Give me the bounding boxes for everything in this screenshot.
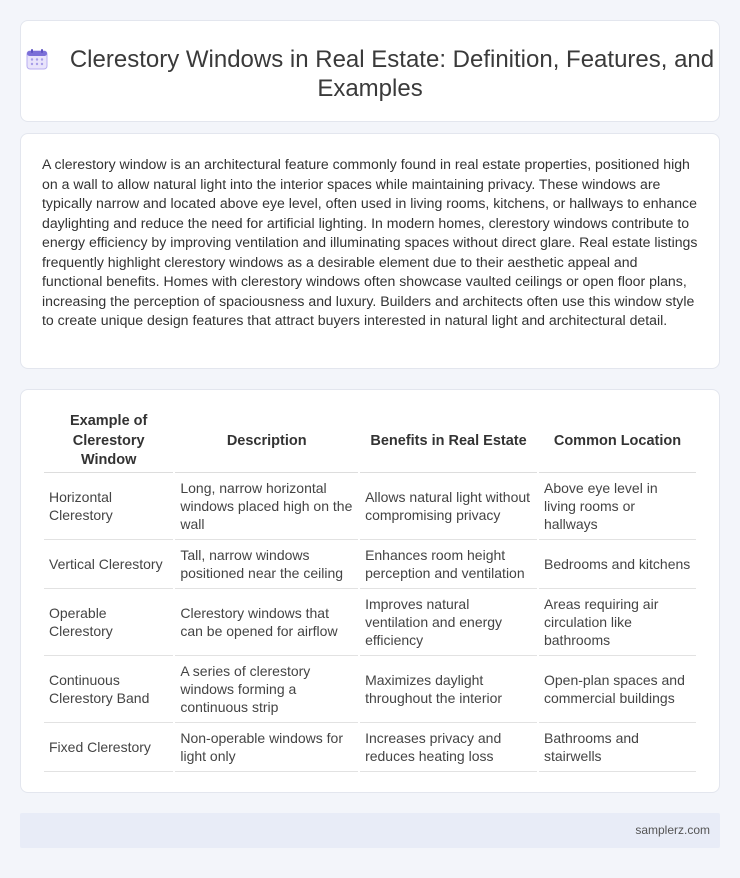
table-cell: Maximizes daylight throughout the interior (360, 656, 537, 723)
table-row (44, 723, 696, 772)
page-title-text: Clerestory Windows in Real Estate: Definition, Features, and Examples (69, 46, 715, 102)
table-cell: Clerestory windows that can be opened for airflow (175, 589, 358, 656)
table-cell: Horizontal Clerestory (44, 473, 173, 540)
table-header-row (44, 411, 696, 473)
table-row (44, 540, 696, 589)
table-row (44, 589, 696, 656)
footer (20, 813, 720, 848)
column-header: Common Location (539, 411, 696, 473)
table-cell: Fixed Clerestory (44, 723, 173, 772)
calendar-icon (26, 48, 48, 70)
table-cell: Allows natural light without compromising privacy (360, 473, 537, 540)
intro-paragraph: A clerestory window is an architectural feature commonly found in real estate properties, positioned high on a wall to allow natural light into the interior spaces while maintaining privacy. These windows are typically narrow and located above eye level, often used in living rooms, kitchens, or hallways to enhance daylighting and reduce the need for artificial lighting. In modern homes, clerestory windows contribute to energy efficiency by improving ventilation and illuminating spaces without direct glare. Real estate listings frequently highlight clerestory windows as a desirable element due to their aesthetic appeal and functional benefits. Homes with clerestory windows often showcase vaulted ceilings or open floor plans, increasing the perception of spaciousness and luxury. Builders and architects often use this window style to create unique design features that attract buyers interested in natural light and architectural detail. (42, 156, 698, 328)
clerestory-table (42, 411, 698, 772)
table-cell: Above eye level in living rooms or hallways (539, 473, 696, 540)
table-cell: Improves natural ventilation and energy efficiency (360, 589, 537, 656)
table-cell: Bathrooms and stairwells (539, 723, 696, 772)
table-cell: Open-plan spaces and commercial buildings (539, 656, 696, 723)
table-card (20, 389, 720, 793)
column-header: Example of Clerestory Window (44, 411, 173, 473)
table-cell: Long, narrow horizontal windows placed high on the wall (175, 473, 358, 540)
table-row (44, 656, 696, 723)
column-header: Description (175, 411, 358, 473)
table-cell: Bedrooms and kitchens (539, 540, 696, 589)
table-cell: Tall, narrow windows positioned near the ceiling (175, 540, 358, 589)
table-cell: A series of clerestory windows forming a continuous strip (175, 656, 358, 723)
footer-site-link[interactable]: samplerz.com (635, 823, 710, 837)
table-cell: Enhances room height perception and ventilation (360, 540, 537, 589)
table-cell: Continuous Clerestory Band (44, 656, 173, 723)
table-cell: Non-operable windows for light only (175, 723, 358, 772)
table-row (44, 473, 696, 540)
table-cell: Increases privacy and reduces heating loss (360, 723, 537, 772)
table-cell: Operable Clerestory (44, 589, 173, 656)
column-header: Benefits in Real Estate (360, 411, 537, 473)
table-cell: Areas requiring air circulation like bathrooms (539, 589, 696, 656)
table-cell: Vertical Clerestory (44, 540, 173, 589)
title-card (20, 20, 720, 122)
page-title (21, 45, 719, 103)
intro-card (20, 133, 720, 369)
